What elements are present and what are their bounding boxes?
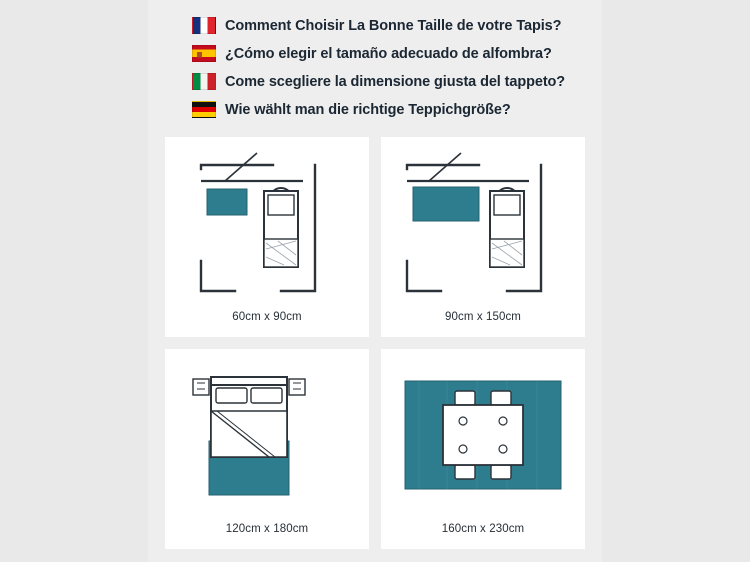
flag-france-icon [192,17,216,34]
title-row-german [192,96,612,123]
figure-bedroom-single-rug-beside-bed [165,143,369,303]
card-160x230 [381,349,585,549]
caption-160x230: 160cm x 230cm [441,523,525,535]
card-120x180 [165,349,369,549]
infographic-content [148,0,602,562]
figure-bedroom-rug-at-foot-of-bed [165,355,369,515]
title-text-german: Wie wählt man die richtige Teppichgröße? [225,101,511,118]
right-gutter [602,0,750,562]
rug-size-card-grid [165,137,585,549]
flag-germany-icon [192,101,216,118]
figure-bedroom-wide-rug-beside-bed [381,143,585,303]
title-row-french [192,12,612,39]
caption-90x150: 90cm x 150cm [445,311,521,323]
title-row-spanish [192,40,612,67]
diagram-120x180-svg [165,355,369,515]
diagram-90x150-svg [381,143,585,303]
card-90x150 [381,137,585,337]
caption-60x90: 60cm x 90cm [232,311,302,323]
caption-120x180: 120cm x 180cm [225,523,309,535]
title-text-french: Comment Choisir La Bonne Taille de votre Tapis? [225,17,562,34]
figure-dining-table-on-rug [381,355,585,515]
flag-italy-icon [192,73,216,90]
left-gutter [0,0,148,562]
title-list [192,12,612,124]
title-text-spanish: ¿Cómo elegir el tamaño adecuado de alfombra? [225,45,552,62]
title-text-italian: Come scegliere la dimensione giusta del tappeto? [225,73,566,90]
diagram-60x90-svg [165,143,369,303]
card-60x90 [165,137,369,337]
title-row-italian [192,68,612,95]
diagram-160x230-svg [381,355,585,515]
flag-spain-icon [192,45,216,62]
